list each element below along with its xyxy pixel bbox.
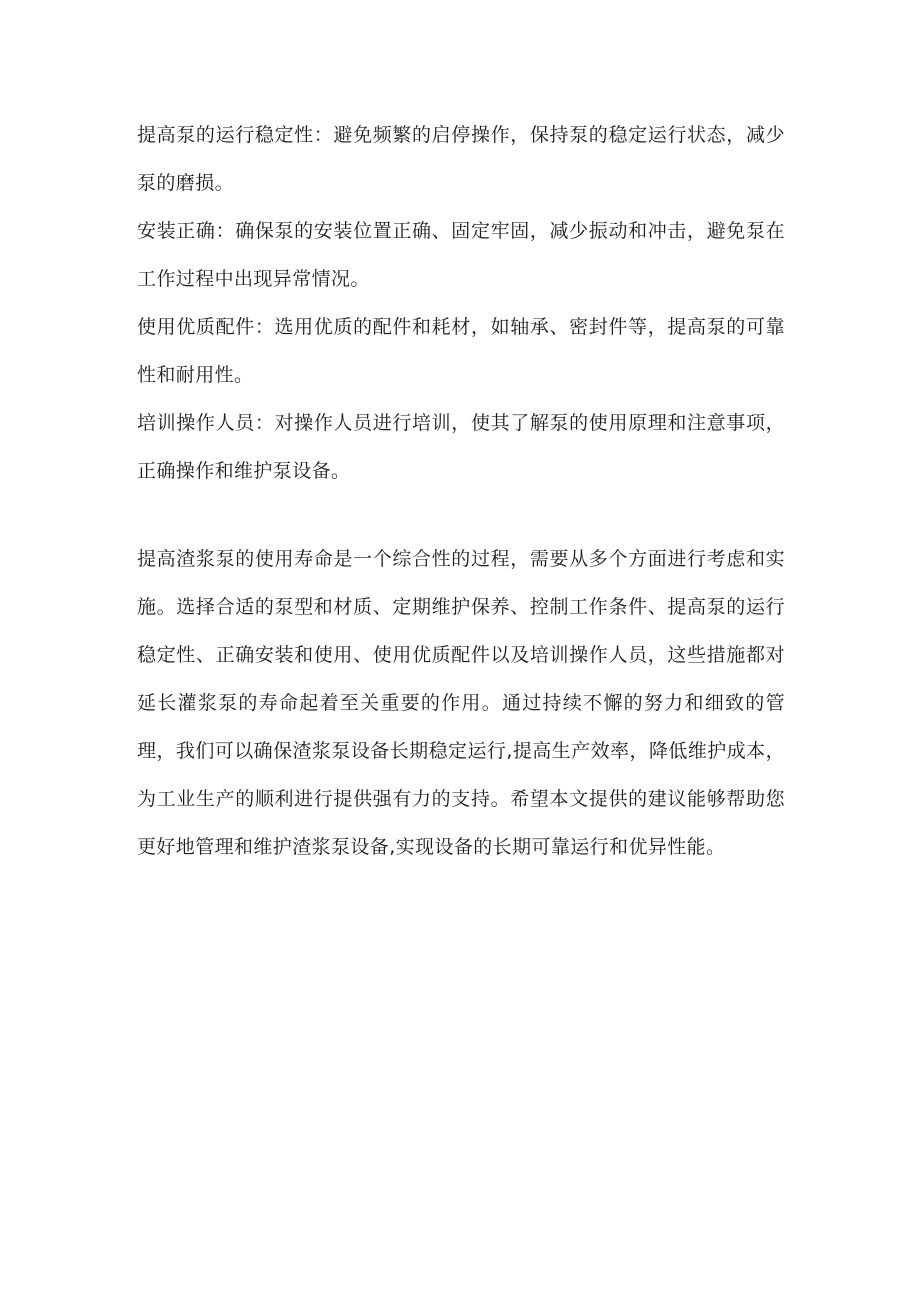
paragraph-operator-training: 培训操作人员：对操作人员进行培训，使其了解泵的使用原理和注意事项，正确操作和维护泵设备。	[137, 412, 785, 482]
document-body	[137, 111, 785, 871]
paragraph-correct-installation: 安装正确：确保泵的安装位置正确、固定牢固，减少振动和冲击，避免泵在工作过程中出现异常情况。	[137, 220, 785, 290]
paragraph-pump-stability: 提高泵的运行稳定性：避免频繁的启停操作，保持泵的稳定运行状态，减少泵的磨损。	[137, 124, 785, 194]
paragraph-conclusion: 提高渣浆泵的使用寿命是一个综合性的过程，需要从多个方面进行考虑和实施。选择合适的泵型和材质、定期维护保养、控制工作条件、提高泵的运行稳定性、正确安装和使用、使用优质配件以及培训操作人员，这些措施都对延长灌浆泵的寿命起着至关重要的作用。通过持续不懈的努力和细致的管理，我们可以确保渣浆泵设备长期稳定运行,提高生产效率，降低维护成本，为工业生产的顺利进行提供强有力的支持。希望本文提供的建议能够帮助您更好地管理和维护渣浆泵设备,实现设备的长期可靠运行和优异性能。	[137, 548, 785, 858]
paragraph-quality-parts: 使用优质配件：选用优质的配件和耗材，如轴承、密封件等，提高泵的可靠性和耐用性。	[137, 316, 785, 386]
paragraph-spacer	[137, 495, 785, 535]
